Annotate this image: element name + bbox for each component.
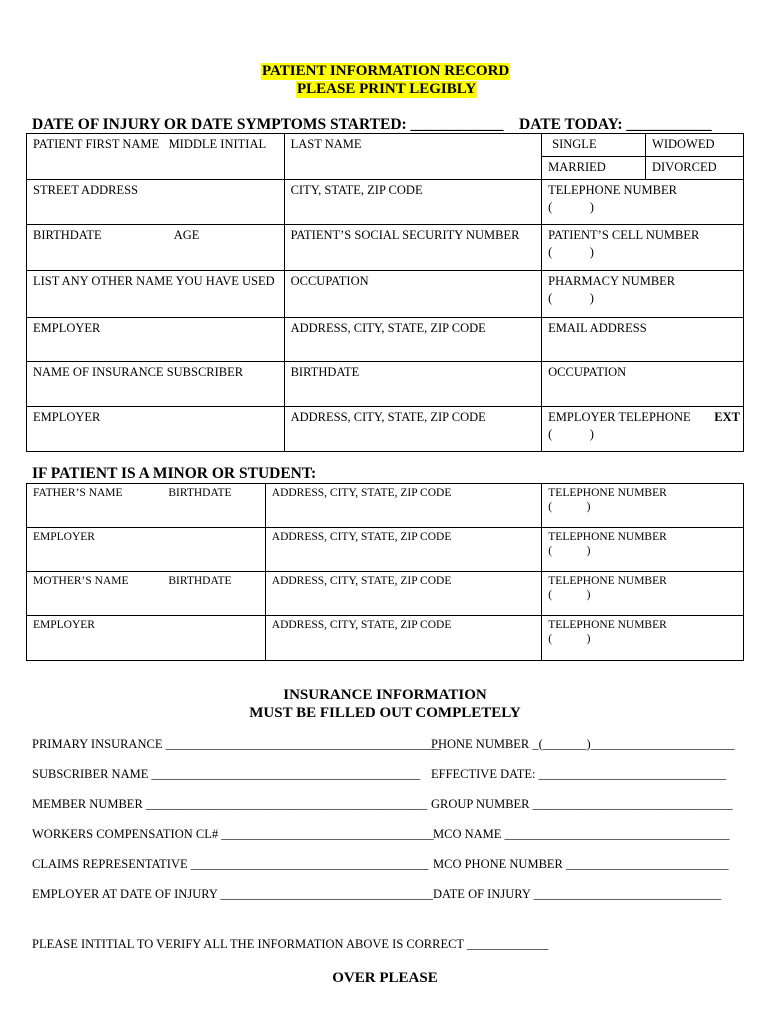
other-name-cell[interactable] (27, 271, 285, 318)
birthdate-label: BIRTHDATE (33, 228, 102, 242)
phone-number-line[interactable]: PHONE NUMBER _(_______)_______________________ (431, 737, 735, 751)
occupation-cell[interactable] (284, 271, 542, 318)
widowed-label: WIDOWED (652, 137, 715, 151)
other-name-label: LIST ANY OTHER NAME YOU HAVE USED (33, 274, 275, 288)
mother-employer-address-cell[interactable] (265, 616, 542, 661)
date-of-injury-field-line[interactable]: DATE OF INJURY ______________________________ (433, 887, 722, 901)
subscriber-employer-address-label: ADDRESS, CITY, STATE, ZIP CODE (290, 410, 486, 424)
telephone-cell[interactable] (542, 180, 744, 225)
minor-section-heading: IF PATIENT IS A MINOR OR STUDENT: (32, 465, 317, 482)
employer-telephone-label: EMPLOYER TELEPHONE (548, 410, 691, 424)
father-telephone-label: TELEPHONE NUMBER (548, 487, 667, 499)
city-state-zip-cell[interactable] (284, 180, 542, 225)
single-option[interactable] (542, 134, 646, 157)
father-name-cell[interactable] (27, 484, 163, 528)
father-employer-blank-cell[interactable] (162, 528, 265, 572)
area-code-parens: ( ) (548, 633, 591, 645)
father-employer-telephone-label: TELEPHONE NUMBER (548, 531, 667, 543)
patient-info-table (26, 133, 744, 452)
area-code-parens: ( ) (548, 545, 591, 557)
mother-employer-cell[interactable] (27, 616, 163, 661)
cell-number-label: PATIENT’S CELL NUMBER (548, 228, 700, 242)
employer-cell[interactable] (27, 318, 285, 362)
initial-verification-line[interactable]: PLEASE INTITIAL TO VERIFY ALL THE INFORMATION ABOVE IS CORRECT _____________ (32, 937, 549, 951)
subscriber-birthdate-cell[interactable] (284, 362, 542, 407)
area-code-parens: ( ) (548, 200, 594, 214)
patient-first-name-cell[interactable] (27, 134, 285, 180)
father-telephone-cell[interactable] (542, 484, 744, 528)
street-address-cell[interactable] (27, 180, 285, 225)
minor-info-table (26, 483, 744, 661)
father-address-label: ADDRESS, CITY, STATE, ZIP CODE (271, 487, 452, 499)
subscriber-occupation-cell[interactable] (542, 362, 744, 407)
employer-address-label: ADDRESS, CITY, STATE, ZIP CODE (290, 321, 486, 335)
telephone-label: TELEPHONE NUMBER (548, 183, 677, 197)
subscriber-employer-label: EMPLOYER (33, 410, 101, 424)
street-address-label: STREET ADDRESS (33, 183, 138, 197)
mother-employer-telephone-cell[interactable] (542, 616, 744, 661)
insurance-heading: INSURANCE INFORMATION (283, 687, 487, 703)
date-today-line[interactable]: DATE TODAY: ___________ (519, 116, 712, 133)
form-title: PATIENT INFORMATION RECORD (262, 63, 510, 79)
cell-number-cell[interactable] (542, 225, 744, 271)
married-label: MARRIED (548, 160, 606, 174)
father-employer-cell[interactable] (27, 528, 163, 572)
area-code-parens: ( ) (548, 589, 591, 601)
employer-at-injury-line[interactable]: EMPLOYER AT DATE OF INJURY __________________________________ (32, 887, 434, 901)
mother-employer-blank-cell[interactable] (162, 616, 265, 661)
member-number-line[interactable]: MEMBER NUMBER _____________________________________________ (32, 797, 428, 811)
ssn-cell[interactable] (284, 225, 542, 271)
employer-telephone-cell[interactable] (542, 407, 744, 452)
form-subtitle: PLEASE PRINT LEGIBLY (297, 81, 477, 97)
last-name-cell[interactable] (284, 134, 542, 180)
ext-label: EXT (714, 410, 740, 424)
email-cell[interactable] (542, 318, 744, 362)
area-code-parens: ( ) (548, 291, 594, 305)
ssn-label: PATIENT’S SOCIAL SECURITY NUMBER (290, 228, 520, 242)
birthdate-age-cell[interactable] (27, 225, 285, 271)
mco-phone-number-line[interactable]: MCO PHONE NUMBER __________________________ (433, 857, 729, 871)
effective-date-line[interactable]: EFFECTIVE DATE: ______________________________ (431, 767, 727, 781)
subscriber-employer-cell[interactable] (27, 407, 285, 452)
pharmacy-number-cell[interactable] (542, 271, 744, 318)
pharmacy-number-label: PHARMACY NUMBER (548, 274, 676, 288)
mother-birthdate-label: BIRTHDATE (168, 575, 232, 587)
mother-address-label: ADDRESS, CITY, STATE, ZIP CODE (271, 575, 452, 587)
divorced-option[interactable] (646, 157, 744, 180)
area-code-parens: ( ) (548, 501, 591, 513)
over-please-text: OVER PLEASE (332, 970, 438, 986)
mother-birthdate-cell[interactable] (162, 572, 265, 616)
mco-name-line[interactable]: MCO NAME ____________________________________ (433, 827, 730, 841)
claims-representative-line[interactable]: CLAIMS REPRESENTATIVE ______________________________________ (32, 857, 429, 871)
workers-comp-claim-line[interactable]: WORKERS COMPENSATION CL# __________________________________ (32, 827, 434, 841)
mother-name-label: MOTHER’S NAME (33, 575, 129, 587)
mother-name-cell[interactable] (27, 572, 163, 616)
area-code-parens: ( ) (548, 427, 594, 441)
group-number-line[interactable]: GROUP NUMBER ________________________________ (431, 797, 733, 811)
email-label: EMAIL ADDRESS (548, 321, 647, 335)
mother-telephone-label: TELEPHONE NUMBER (548, 575, 667, 587)
mother-telephone-cell[interactable] (542, 572, 744, 616)
date-of-injury-line[interactable]: DATE OF INJURY OR DATE SYMPTOMS STARTED: ____________ (32, 116, 504, 133)
area-code-parens: ( ) (548, 245, 594, 259)
subscriber-employer-address-cell[interactable] (284, 407, 542, 452)
employer-address-cell[interactable] (284, 318, 542, 362)
subscriber-name-line[interactable]: SUBSCRIBER NAME ___________________________________________ (32, 767, 421, 781)
insurance-subscriber-cell[interactable] (27, 362, 285, 407)
primary-insurance-line[interactable]: PRIMARY INSURANCE ____________________________________________ (32, 737, 441, 751)
father-employer-label: EMPLOYER (33, 531, 95, 543)
occupation-label: OCCUPATION (290, 274, 369, 288)
father-birthdate-cell[interactable] (162, 484, 265, 528)
single-label: SINGLE (552, 137, 597, 151)
father-employer-address-cell[interactable] (265, 528, 542, 572)
father-birthdate-label: BIRTHDATE (168, 487, 232, 499)
middle-initial-label: MIDDLE INITIAL (168, 137, 267, 151)
father-employer-address-label: ADDRESS, CITY, STATE, ZIP CODE (271, 531, 452, 543)
mother-employer-telephone-label: TELEPHONE NUMBER (548, 619, 667, 631)
subscriber-birthdate-label: BIRTHDATE (290, 365, 360, 379)
insurance-subheading: MUST BE FILLED OUT COMPLETELY (249, 705, 521, 721)
subscriber-occupation-label: OCCUPATION (548, 365, 627, 379)
last-name-label: LAST NAME (290, 137, 362, 151)
father-name-label: FATHER’S NAME (33, 487, 123, 499)
mother-employer-label: EMPLOYER (33, 619, 95, 631)
age-label: AGE (173, 228, 200, 242)
married-option[interactable] (542, 157, 646, 180)
insurance-subscriber-label: NAME OF INSURANCE SUBSCRIBER (33, 365, 244, 379)
widowed-option[interactable] (646, 134, 744, 157)
father-address-cell[interactable] (265, 484, 542, 528)
city-state-zip-label: CITY, STATE, ZIP CODE (290, 183, 423, 197)
divorced-label: DIVORCED (652, 160, 717, 174)
father-employer-telephone-cell[interactable] (542, 528, 744, 572)
mother-address-cell[interactable] (265, 572, 542, 616)
employer-label: EMPLOYER (33, 321, 101, 335)
first-name-label: PATIENT FIRST NAME (33, 137, 160, 151)
mother-employer-address-label: ADDRESS, CITY, STATE, ZIP CODE (271, 619, 452, 631)
